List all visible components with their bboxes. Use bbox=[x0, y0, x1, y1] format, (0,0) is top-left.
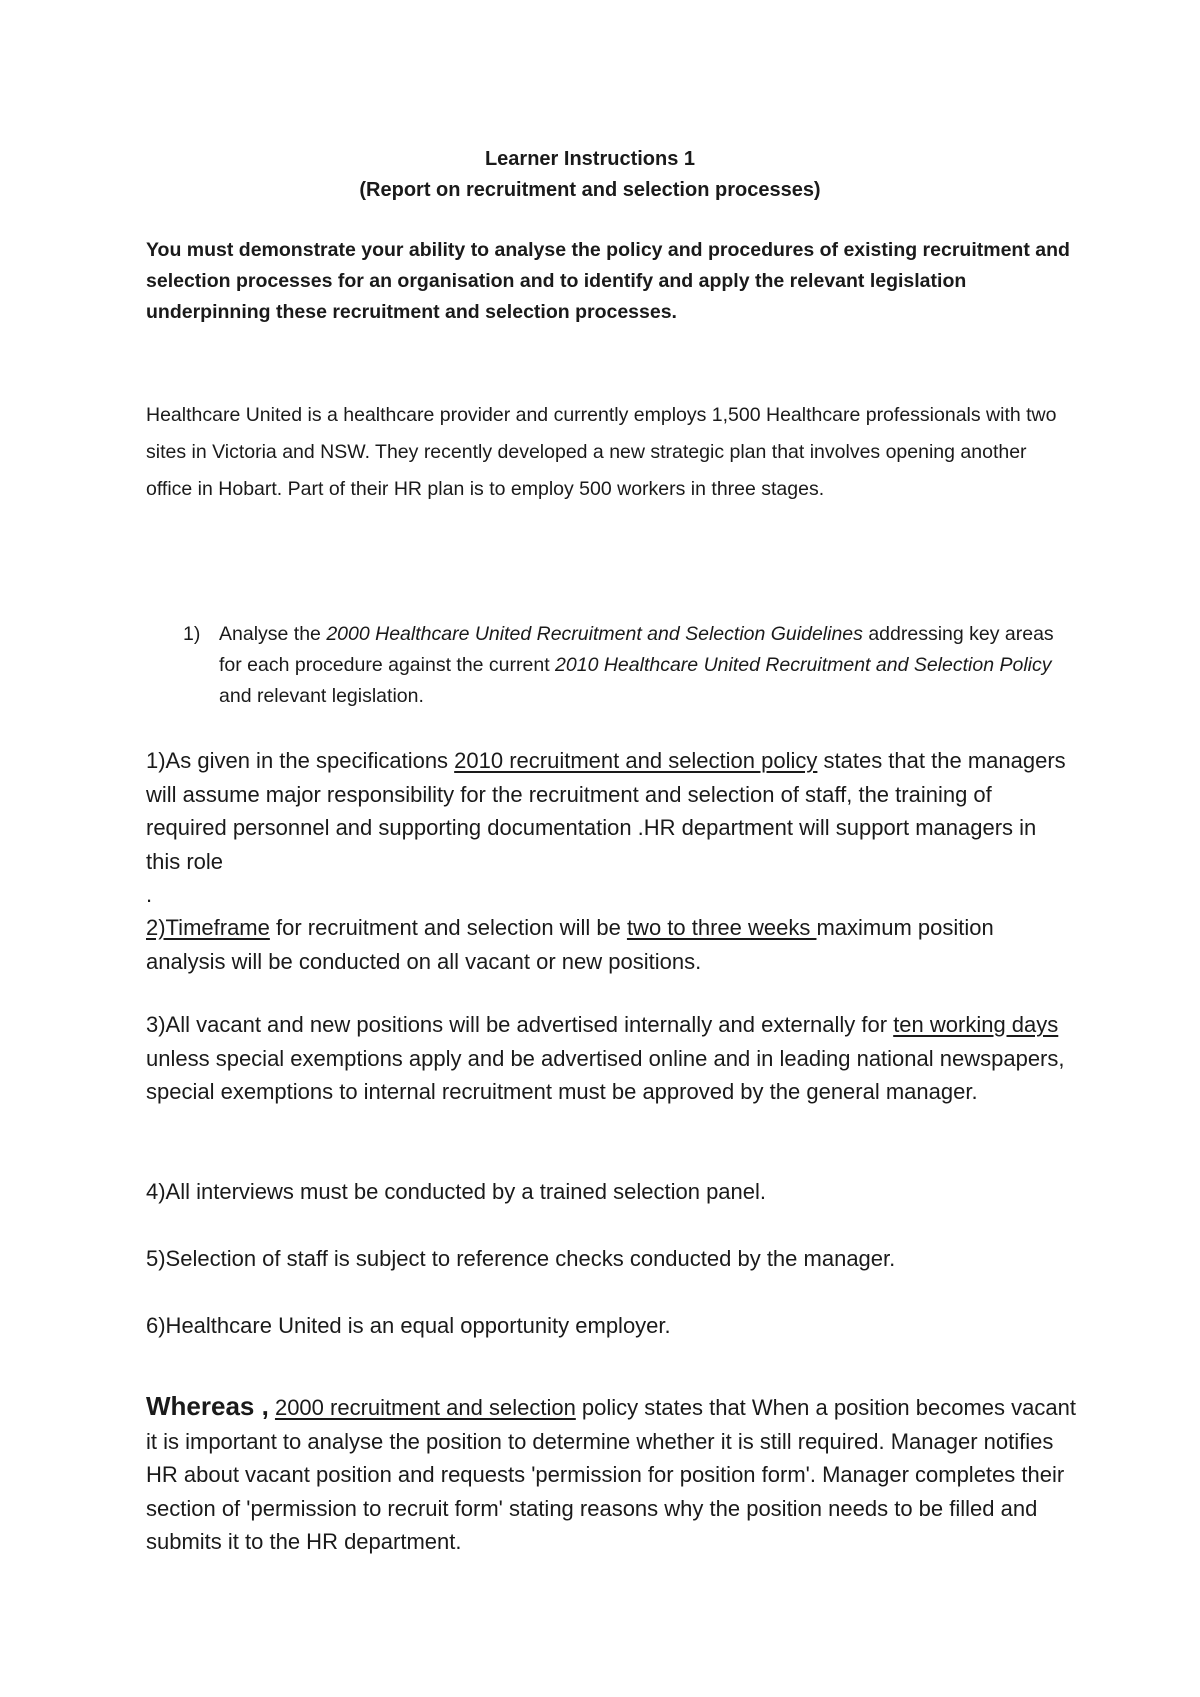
whereas-paragraph bbox=[146, 1390, 1076, 1559]
answer-point-3-suffix: unless special exemptions apply and be advertised online and in leading national newspapers, special exemptions to internal recruitment must be approved by the general manager. bbox=[146, 1045, 1065, 1104]
answer-point-1 bbox=[146, 744, 1076, 912]
document-subtitle: (Report on recruitment and selection processes) bbox=[359, 179, 821, 201]
question-italic-guidelines: 2000 Healthcare United Recruitment and Selection Guidelines bbox=[326, 623, 863, 645]
answer-point-2 bbox=[146, 911, 1076, 978]
answer-point-5: 5)Selection of staff is subject to reference checks conducted by the manager. bbox=[146, 1246, 896, 1271]
answer-point-2-mid: for recruitment and selection will be bbox=[269, 915, 627, 940]
answer-point-2-suffix: maximum position analysis will be conducted on all vacant or new positions. bbox=[146, 915, 994, 974]
answer-point-6: 6)Healthcare United is an equal opportunity employer. bbox=[146, 1313, 671, 1338]
whereas-bold-lead: Whereas , bbox=[146, 1391, 269, 1421]
scenario-paragraph: Healthcare United is a healthcare provider and currently employs 1,500 Healthcare professionals with two sites in Victoria and NSW. They recently developed a new strategic plan that involves opening another office in Hobart. Part of their HR plan is to employ 500 workers in three stages. bbox=[146, 404, 1057, 500]
question-text-middle: addressing key areas for each procedure against the current bbox=[219, 623, 1054, 676]
answer-point-2-underlined-label: 2)Timeframe bbox=[146, 915, 270, 940]
answer-point-3 bbox=[146, 1008, 1076, 1109]
whereas-underlined: 2000 recruitment and selection bbox=[274, 1395, 576, 1420]
whereas-suffix: policy states that When a position becomes vacant it is important to analyse the position to determine whether it is still required. Manager notifies HR about vacant position and requests 'permission for position form'. Manager completes their section of 'permission to recruit form' stating reasons why the position needs to be filled and submits it to the HR department. bbox=[146, 1395, 1076, 1554]
answer-point-3-prefix: 3)All vacant and new positions will be advertised internally and externally for bbox=[146, 1012, 894, 1037]
question-text bbox=[219, 619, 1079, 712]
question-number: 1) bbox=[183, 623, 201, 645]
question-text-end: and relevant legislation. bbox=[219, 685, 424, 707]
document-title: Learner Instructions 1 bbox=[484, 148, 696, 170]
answer-point-1-dot: . bbox=[146, 882, 153, 907]
question-text-start: Analyse the bbox=[219, 623, 327, 645]
answer-point-1-underlined: 2010 recruitment and selection policy bbox=[454, 748, 818, 773]
intro-paragraph: You must demonstrate your ability to analyse the policy and procedures of existing recruitment and selection processes for an organisation and to identify and apply the relevant legislation underpinning these recruitment and selection processes. bbox=[146, 239, 1070, 323]
answer-point-1-prefix: 1)As given in the specifications bbox=[146, 748, 455, 773]
answer-point-2-underlined-duration: two to three weeks bbox=[626, 915, 817, 940]
answer-point-1-suffix: states that the managers will assume major responsibility for the recruitment and selection of staff, the training of required personnel and supporting documentation .HR department will support managers in this role bbox=[146, 748, 1066, 874]
answer-point-4: 4)All interviews must be conducted by a trained selection panel. bbox=[146, 1179, 767, 1204]
answer-point-3-underlined: ten working days bbox=[893, 1012, 1059, 1037]
question-italic-policy: 2010 Healthcare United Recruitment and Selection Policy bbox=[555, 654, 1052, 676]
